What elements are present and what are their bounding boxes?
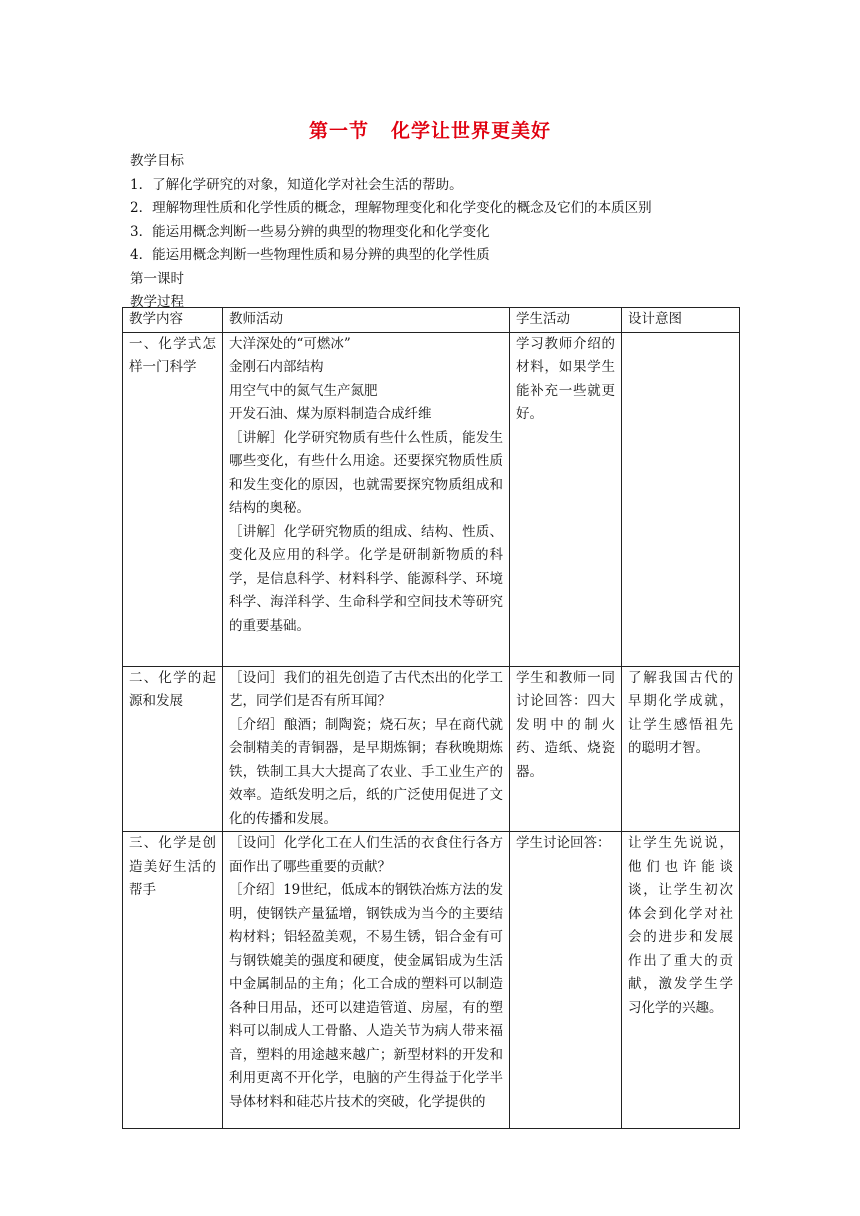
- row-teacher: [223, 332, 510, 666]
- objective-item: 1．了解化学研究的对象，知道化学对社会生活的帮助。: [130, 176, 463, 193]
- row-student: 学习教师介绍的材料，如果学生能补充一些就更好。: [510, 332, 622, 666]
- header-student: 学生活动: [510, 308, 622, 333]
- table-header-row: [123, 308, 740, 333]
- row-teacher: [223, 832, 510, 1129]
- row-student: 学生讨论回答：: [510, 832, 622, 1129]
- teacher-paragraph: ［设问］化学化工在人们生活的衣食住行各方面作出了哪些重要的贡献？: [229, 835, 503, 875]
- teaching-process-table: [122, 307, 740, 1129]
- row-intent: 了解我国古代的早期化学成就，让学生感悟祖先的聪明才智。: [622, 666, 740, 832]
- teacher-paragraph: ［介绍］酿酒；制陶瓷；烧石灰；早在商代就会制精美的青铜器，是早期炼铜；春秋晚期炼铁，铁制工具大大提高了农业、手工业生产的效率。造纸发明之后，纸的广泛使用促进了文化的传播和发展。: [229, 716, 503, 827]
- teacher-paragraph: ［讲解］化学研究物质的组成、结构、性质、变化及应用的科学。化学是研制新物质的科学，是信息科学、材料科学、能源科学、环境科学、海洋科学、生命科学和空间技术等研究的重要基础。: [229, 523, 503, 634]
- objective-item: 2．理解物理性质和化学性质的概念，理解物理变化和化学变化的概念及它们的本质区别: [130, 200, 652, 216]
- teacher-paragraph: ［讲解］化学研究物质有些什么性质，能发生哪些变化，有些什么用途。还要探究物质性质和发生变化的原因，也就需要探究物质组成和结构的奥秘。: [229, 429, 503, 516]
- teacher-paragraph: ［设问］我们的祖先创造了古代杰出的化学工艺，同学们是否有所耳闻？: [229, 669, 503, 709]
- row-content: 二、化学的起源和发展: [123, 666, 223, 832]
- title-section: 第一节: [308, 120, 369, 142]
- row-content: 一、化学式怎样一门科学: [123, 332, 223, 666]
- process-heading: 教学过程: [130, 294, 184, 310]
- teacher-paragraph: 开发石油、煤为原料制造合成纤维: [229, 406, 432, 422]
- teacher-paragraph: ［介绍］19世纪，低成本的钢铁冶炼方法的发明，使钢铁产量猛增，钢铁成为当今的主要结构材料；铝轻盈美观，不易生锈，铝合金有可与钢铁媲美的强度和硬度，使金属铝成为生活中金属制品的主角；化工合成的塑料可以制造各种日用品，还可以建造管道、房屋，有的塑料可以制成人工骨骼、人造关节为病人带来福音，塑料的用途越来越广；新型材料的开发和利用更离不开化学，电脑的产生得益于化学半导体材料和硅芯片技术的突破，化学提供的: [229, 882, 503, 1110]
- row-content: 三、化学是创造美好生活的帮手: [123, 832, 223, 1129]
- header-teacher: 教师活动: [223, 308, 510, 333]
- objectives-heading: 教学目标: [130, 153, 184, 169]
- row-intent: 让学生先说说，他们也许能谈谈，让学生初次体会到化学对社会的进步和发展作出了重大的贡献，激发学生学习化学的兴趣。: [622, 832, 740, 1129]
- objective-item: 4．能运用概念判断一些物理性质和易分辨的典型的化学性质: [130, 247, 490, 263]
- objective-item: 3．能运用概念判断一些易分辨的典型的物理变化和化学变化: [130, 223, 490, 240]
- row-teacher: [223, 666, 510, 832]
- header-content: 教学内容: [123, 308, 223, 333]
- lesson-label: 第一课时: [130, 270, 184, 287]
- table-row: [123, 832, 740, 1129]
- teacher-paragraph: 大洋深处的“可燃冰”: [229, 335, 351, 352]
- title-text: 化学让世界更美好: [391, 120, 552, 142]
- teacher-paragraph: 用空气中的氮气生产氮肥: [229, 382, 378, 399]
- document-title: [0, 116, 860, 143]
- table-row: [123, 332, 740, 666]
- row-student: 学生和教师一同讨论回答：四大发明中的制火药、造纸、烧瓷器。: [510, 666, 622, 832]
- teacher-paragraph: 金刚石内部结构: [229, 359, 324, 375]
- row-intent: [622, 332, 740, 666]
- table-row: [123, 666, 740, 832]
- objectives-block: [130, 150, 750, 315]
- header-intent: 设计意图: [622, 308, 740, 333]
